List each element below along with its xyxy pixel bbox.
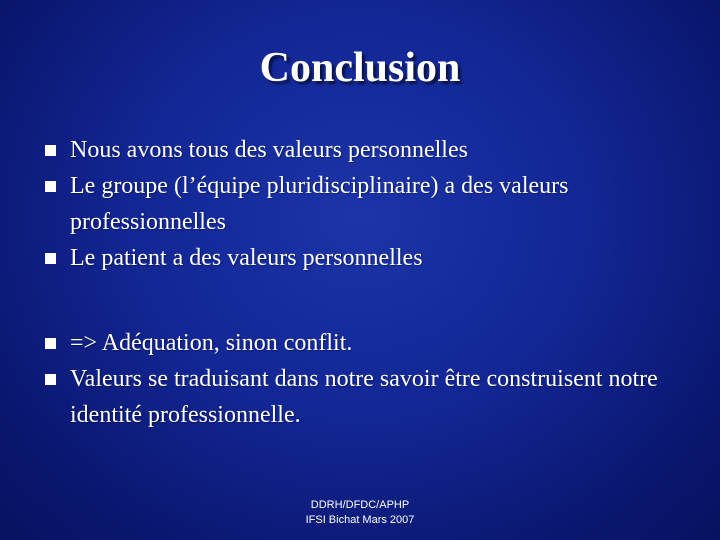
footer-location-date: IFSI Bichat Mars 2007 bbox=[305, 514, 415, 526]
square-bullet-icon bbox=[45, 145, 56, 156]
bullet-item bbox=[42, 361, 682, 433]
bullet-text: Nous avons tous des valeurs personnelles bbox=[70, 137, 468, 163]
square-bullet-icon bbox=[45, 253, 56, 264]
bullet-list-values bbox=[42, 132, 682, 276]
bullet-text: Valeurs se traduisant dans notre savoir être construisent notre identité professionnelle. bbox=[70, 366, 658, 428]
bullet-list-conclusion bbox=[42, 325, 682, 433]
square-bullet-icon bbox=[45, 374, 56, 385]
bullet-text: Le groupe (l’équipe pluridisciplinaire) a des valeurs professionnelles bbox=[70, 173, 569, 235]
square-bullet-icon bbox=[45, 338, 56, 349]
bullet-text: Le patient a des valeurs personnelles bbox=[70, 245, 423, 271]
bullet-text: => Adéquation, sinon conflit. bbox=[70, 330, 353, 356]
square-bullet-icon bbox=[45, 181, 56, 192]
slide-title: Conclusion bbox=[259, 45, 461, 91]
slide-footer bbox=[0, 498, 720, 528]
bullet-item bbox=[42, 325, 682, 361]
bullet-item bbox=[42, 132, 682, 168]
bullet-item bbox=[42, 168, 682, 240]
footer-organization: DDRH/DFDC/APHP bbox=[310, 499, 410, 511]
bullet-item bbox=[42, 240, 682, 276]
